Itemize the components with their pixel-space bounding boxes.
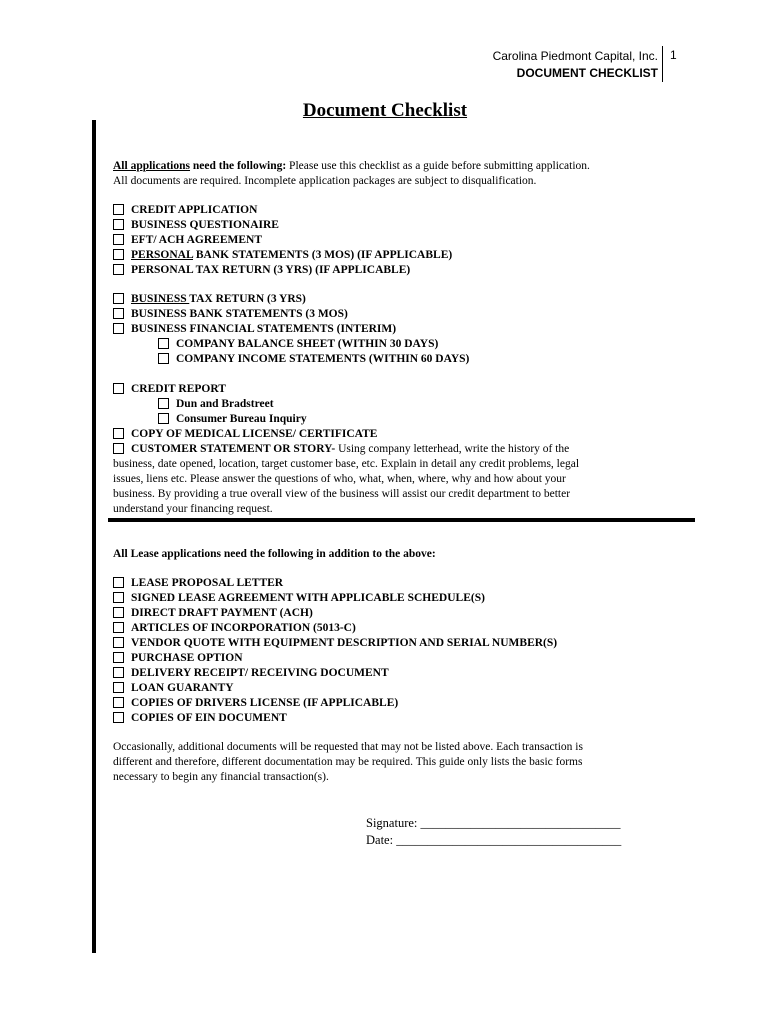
lease-heading: All Lease applications need the following in addition to the above: bbox=[113, 548, 436, 560]
intro-lead: All applications bbox=[113, 160, 191, 172]
item-label: DELIVERY RECEIPT/ RECEIVING DOCUMENT bbox=[131, 667, 389, 679]
checklist-item[interactable] bbox=[113, 427, 377, 442]
closing-paragraph bbox=[113, 740, 643, 785]
checklist-item[interactable] bbox=[113, 322, 396, 337]
checkbox-icon[interactable] bbox=[113, 308, 124, 319]
checkbox-icon[interactable] bbox=[113, 697, 124, 708]
page-number: 1 bbox=[670, 48, 677, 62]
page-title: Document Checklist bbox=[302, 100, 468, 121]
item-label: COPIES OF DRIVERS LICENSE (IF APPLICABLE) bbox=[131, 697, 399, 709]
story-line: business, date opened, location, target customer base, etc. Explain in detail any credit problems, legal bbox=[113, 458, 580, 470]
checkbox-icon[interactable] bbox=[158, 338, 169, 349]
checklist-item[interactable] bbox=[113, 591, 485, 606]
intro-line-1 bbox=[113, 159, 643, 174]
checklist-item[interactable] bbox=[113, 248, 452, 263]
checklist-item[interactable] bbox=[113, 218, 279, 233]
story-line: business. By providing a true overall view of the business will assist our credit department to better bbox=[113, 488, 571, 500]
checkbox-icon[interactable] bbox=[113, 637, 124, 648]
item-label: DIRECT DRAFT PAYMENT (ACH) bbox=[131, 607, 313, 619]
item-label: EFT/ ACH AGREEMENT bbox=[131, 234, 262, 246]
checkbox-icon[interactable] bbox=[113, 234, 124, 245]
checklist-item[interactable] bbox=[113, 203, 257, 218]
item-label: LEASE PROPOSAL LETTER bbox=[131, 577, 284, 589]
checklist-subitem[interactable] bbox=[158, 397, 274, 412]
item-label: BUSINESS BANK STATEMENTS (3 MOS) bbox=[131, 308, 348, 320]
checklist-item[interactable] bbox=[113, 711, 287, 726]
checkbox-icon[interactable] bbox=[113, 682, 124, 693]
item-label: CREDIT REPORT bbox=[131, 383, 226, 395]
intro-lead-rest: need the following: bbox=[190, 160, 287, 172]
story-line: issues, liens etc. Please answer the questions of who, what, when, where, why and how about your bbox=[113, 473, 566, 485]
story-text: Using company letterhead, write the history of the bbox=[335, 443, 570, 455]
item-label: Consumer Bureau Inquiry bbox=[176, 413, 307, 425]
checklist-subitem[interactable] bbox=[158, 352, 469, 367]
checklist-item[interactable] bbox=[113, 606, 313, 621]
checklist-item[interactable] bbox=[113, 621, 356, 636]
checklist-item[interactable] bbox=[113, 636, 557, 651]
checklist-item[interactable] bbox=[113, 576, 283, 591]
checkbox-icon[interactable] bbox=[113, 204, 124, 215]
item-label-underlined: BUSINESS bbox=[131, 293, 190, 305]
signature-field[interactable]: Signature: ________________________________ bbox=[366, 816, 621, 830]
closing-line: necessary to begin any financial transaction(s). bbox=[113, 771, 329, 783]
checkbox-icon[interactable] bbox=[113, 264, 124, 275]
story-paragraph bbox=[113, 457, 643, 517]
header-divider bbox=[662, 46, 663, 82]
closing-line: different and therefore, different documentation may be required. This guide only lists the basic forms bbox=[113, 756, 583, 768]
left-margin-bar bbox=[92, 120, 96, 953]
intro-paragraph bbox=[113, 159, 643, 189]
section-divider bbox=[108, 518, 695, 522]
checkbox-icon[interactable] bbox=[113, 652, 124, 663]
item-label: COPY OF MEDICAL LICENSE/ CERTIFICATE bbox=[131, 428, 378, 440]
checkbox-icon[interactable] bbox=[113, 577, 124, 588]
checkbox-icon[interactable] bbox=[113, 293, 124, 304]
closing-line: Occasionally, additional documents will be requested that may not be listed above. Each transaction is bbox=[113, 741, 583, 753]
checkbox-icon[interactable] bbox=[113, 428, 124, 439]
checkbox-icon[interactable] bbox=[113, 443, 124, 454]
item-label-underlined: PERSONAL bbox=[131, 249, 193, 261]
checklist-item[interactable] bbox=[113, 696, 398, 711]
checkbox-icon[interactable] bbox=[113, 667, 124, 678]
checklist-item[interactable] bbox=[113, 233, 262, 248]
checkbox-icon[interactable] bbox=[113, 219, 124, 230]
checkbox-icon[interactable] bbox=[113, 607, 124, 618]
checkbox-icon[interactable] bbox=[158, 353, 169, 364]
checkbox-icon[interactable] bbox=[113, 712, 124, 723]
company-name: Carolina Piedmont Capital, Inc. bbox=[492, 49, 658, 63]
item-label: ARTICLES OF INCORPORATION (5013-C) bbox=[131, 622, 356, 634]
checkbox-icon[interactable] bbox=[158, 413, 169, 424]
header-doc-label: DOCUMENT CHECKLIST bbox=[516, 66, 658, 80]
item-label: BUSINESS QUESTIONAIRE bbox=[131, 219, 279, 231]
intro-line-2: All documents are required. Incomplete application packages are subject to disqualification. bbox=[113, 175, 537, 187]
item-label: BANK STATEMENTS (3 MOS) (IF APPLICABLE) bbox=[193, 249, 453, 261]
checklist-item[interactable] bbox=[113, 666, 389, 681]
item-label: LOAN GUARANTY bbox=[131, 682, 234, 694]
item-label: VENDOR QUOTE WITH EQUIPMENT DESCRIPTION AND SERIAL NUMBER(S) bbox=[131, 637, 558, 649]
checklist-item[interactable] bbox=[113, 651, 243, 666]
item-label: COMPANY BALANCE SHEET (WITHIN 30 DAYS) bbox=[176, 338, 439, 350]
checklist-item[interactable] bbox=[113, 681, 234, 696]
checklist-item[interactable] bbox=[113, 292, 306, 307]
checklist-subitem[interactable] bbox=[158, 412, 307, 427]
checkbox-icon[interactable] bbox=[113, 383, 124, 394]
checklist-item[interactable] bbox=[113, 263, 410, 278]
item-label: COMPANY INCOME STATEMENTS (WITHIN 60 DAYS) bbox=[176, 353, 470, 365]
checkbox-icon[interactable] bbox=[113, 622, 124, 633]
item-label: BUSINESS FINANCIAL STATEMENTS (INTERIM) bbox=[131, 323, 397, 335]
item-label: TAX RETURN (3 YRS) bbox=[189, 293, 306, 305]
checkbox-icon[interactable] bbox=[113, 592, 124, 603]
item-label: CUSTOMER STATEMENT OR STORY- bbox=[131, 443, 336, 455]
item-label: COPIES OF EIN DOCUMENT bbox=[131, 712, 287, 724]
checklist-item[interactable] bbox=[113, 442, 569, 457]
checklist-item[interactable] bbox=[113, 307, 348, 322]
item-label: PURCHASE OPTION bbox=[131, 652, 243, 664]
intro-text: Please use this checklist as a guide before submitting application. bbox=[286, 160, 590, 172]
checkbox-icon[interactable] bbox=[113, 249, 124, 260]
checkbox-icon[interactable] bbox=[113, 323, 124, 334]
page-header bbox=[493, 48, 658, 82]
date-field[interactable]: Date: ____________________________________ bbox=[366, 833, 622, 847]
checklist-subitem[interactable] bbox=[158, 337, 438, 352]
checklist-item[interactable] bbox=[113, 382, 226, 397]
item-label: PERSONAL TAX RETURN (3 YRS) (IF APPLICABLE) bbox=[131, 264, 411, 276]
item-label: Dun and Bradstreet bbox=[176, 398, 274, 410]
item-label: CREDIT APPLICATION bbox=[131, 204, 258, 216]
checkbox-icon[interactable] bbox=[158, 398, 169, 409]
item-label: SIGNED LEASE AGREEMENT WITH APPLICABLE SCHEDULE(S) bbox=[131, 592, 485, 604]
story-line: understand your financing request. bbox=[113, 503, 273, 515]
